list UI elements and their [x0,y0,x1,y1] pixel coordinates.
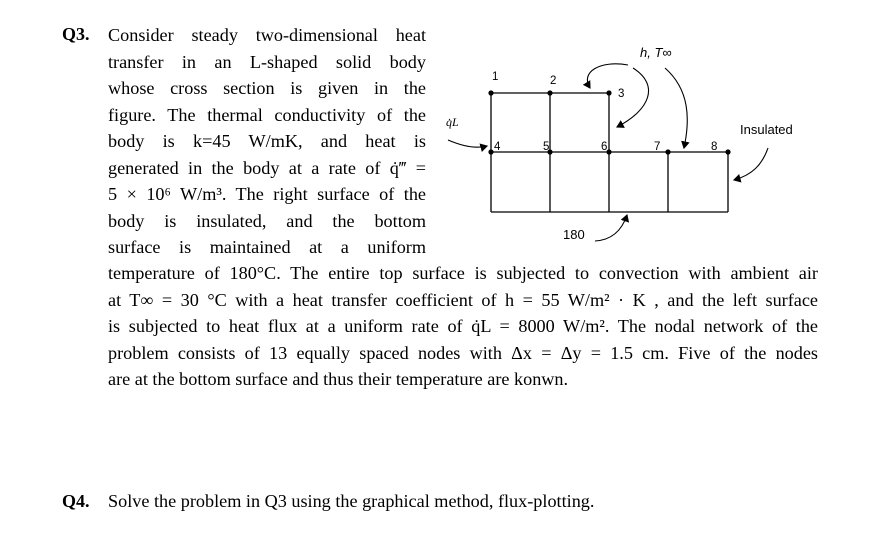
bottom-temperature-label: 180 [563,227,585,242]
node-label: 2 [550,75,557,87]
text-line: body is k=45 W/mK, and heat is [108,131,426,151]
convection-arrow [665,68,687,148]
question-4-number: Q4. [62,491,90,511]
node-label: 3 [618,88,625,100]
node-label: 4 [494,141,501,153]
question-4-text: Solve the problem in Q3 using the graphical method, flux-plotting. [108,491,595,511]
text-line: figure. The thermal conductivity of the [108,104,426,125]
node-label: 6 [601,141,608,153]
node-label: 5 [543,141,550,153]
node-1 [488,90,493,95]
text-line: surface is maintained at a uniform [108,237,426,257]
insulated-arrow [734,148,768,180]
question-3-number: Q3. [62,24,90,44]
text-line: transfer in an L-shaped solid body [108,51,426,72]
heat-flux-arrow [448,140,487,147]
convection-label: h, T∞ [640,45,672,60]
bottom-temperature-arrow [595,215,627,241]
node-2 [547,90,552,95]
node-7 [665,149,670,154]
text-line: body is insulated, and the bottom [108,210,426,231]
node-label: 7 [654,141,661,153]
text-line: whose cross section is given in the [108,78,426,98]
text-line: 5 × 10⁶ W/m³. The right surface of the [108,184,426,204]
node-3 [606,90,611,95]
text-line: Consider steady two-dimensional heat [108,25,426,45]
node-label: 1 [492,71,499,83]
convection-arrow [587,64,628,88]
text-line: temperature of 180°C. The entire top surface is subjected to convection with ambient air [108,263,818,283]
text-line: are at the bottom surface and thus their temperature are konwn. [108,369,569,389]
text-line: is subjected to heat flux at a uniform rate of q̇L = 8000 W/m². The nodal network of the [108,316,818,336]
text-line: at T∞ = 30 °C with a heat transfer coefficient of h = 55 W/m² · K , and the left surface [108,289,818,310]
text-line: problem consists of 13 equally spaced nodes with Δx = Δy = 1.5 cm. Five of the nodes [108,342,818,363]
heat-flux-label: q̇L [446,115,459,129]
node-label: 8 [711,141,718,153]
insulated-label: Insulated [740,122,793,137]
text-line: generated in the body at a rate of q̇‴ = [108,157,426,178]
node-8 [725,149,730,154]
node-4 [488,149,493,154]
